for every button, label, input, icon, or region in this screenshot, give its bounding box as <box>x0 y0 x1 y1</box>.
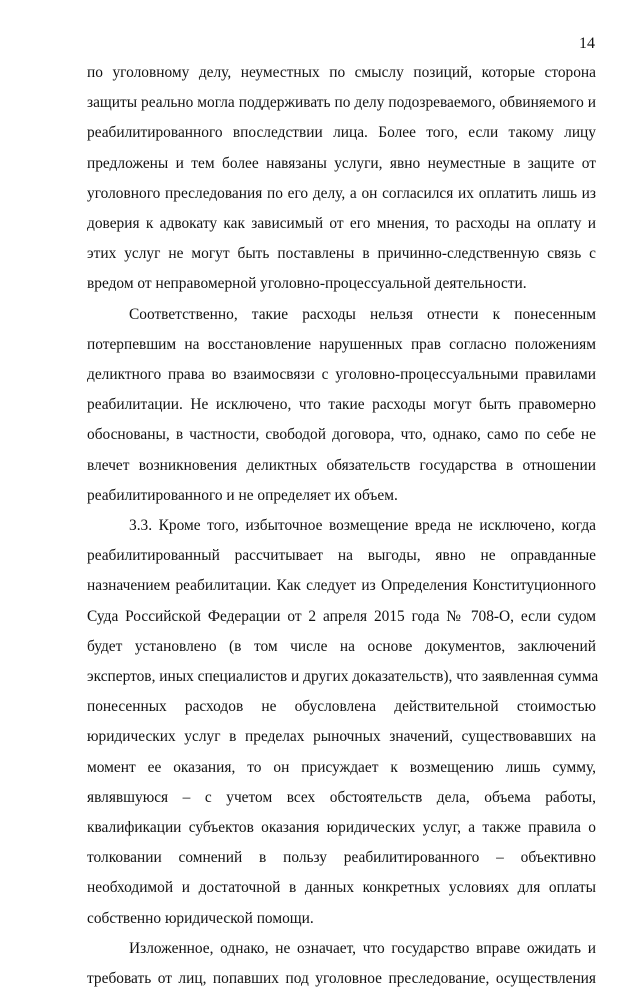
text-line: назначением реабилитации. Как следует из Определения Конституционного <box>87 577 596 595</box>
paragraph <box>87 934 596 994</box>
text-line: влечет возникновения деликтных обязательств государства в отношении <box>87 456 596 474</box>
text-line: понесенных расходов не обусловлена действительной стоимостью <box>87 698 596 716</box>
text-line: момент ее оказания, то он присуждает к возмещению лишь сумму, <box>87 758 596 776</box>
text-line: предложены и тем более навязаны услуги, явно неуместные в защите от <box>87 154 596 172</box>
text-line: будет установлено (в том числе на основе документов, заключений <box>87 637 596 655</box>
text-line: этих услуг не могут быть поставлены в причинно-следственную связь с <box>87 245 596 263</box>
text-line: толковании сомнений в пользу реабилитированного – объективно <box>87 849 596 867</box>
text-line: потерпевшим на восстановление нарушенных прав согласно положениям <box>87 335 596 353</box>
text-line: доверия к адвокату как зависимый от его мнения, то расходы на оплату и <box>87 215 596 233</box>
text-line: реабилитированного и не определяет их объем. <box>87 486 398 504</box>
text-line: 3.3. Кроме того, избыточное возмещение вреда не исключено, когда <box>129 517 596 535</box>
text-line: Изложенное, однако, не означает, что государство вправе ожидать и <box>129 939 596 957</box>
text-line: Соответственно, такие расходы нельзя отнести к понесенным <box>129 305 596 323</box>
text-line: Суда Российской Федерации от 2 апреля 2015 года № 708-О, если судом <box>87 607 596 625</box>
text-line: по уголовному делу, неуместных по смыслу позиций, которые сторона <box>87 64 596 81</box>
text-line: экспертов, иных специалистов и других доказательств), что заявленная сумма <box>87 668 599 686</box>
text-line: деликтного права во взаимосвязи с уголовно-процессуальными правилами <box>87 366 596 384</box>
paragraph <box>87 511 599 934</box>
text-line: собственно юридической помощи. <box>87 909 314 927</box>
text-line: реабилитации. Не исключено, что такие расходы могут быть правомерно <box>87 396 596 414</box>
page-number: 14 <box>579 35 595 52</box>
text-line: защиты реально могла поддерживать по делу подозреваемого, обвиняемого и <box>87 94 596 112</box>
text-line: юридических услуг в пределах рыночных значений, существовавших на <box>87 728 596 746</box>
document-body <box>87 58 599 994</box>
paragraph <box>87 58 596 300</box>
text-line: реабилитированный рассчитывает на выгоды, явно не оправданные <box>87 547 596 565</box>
text-line: вредом от неправомерной уголовно-процессуальной деятельности. <box>87 275 527 293</box>
text-line: являвшуюся – с учетом всех обстоятельств дела, объема работы, <box>87 788 596 806</box>
text-line: уголовного преследования по его делу, а он согласился их оплатить лишь из <box>87 184 596 202</box>
text-line: квалификации субъектов оказания юридических услуг, а также правила о <box>87 819 596 837</box>
text-line: обоснованы, в частности, свободой договора, что, однако, само по себе не <box>87 426 596 444</box>
text-line: необходимой и достаточной в данных конкретных условиях для оплаты <box>87 879 596 897</box>
text-line: реабилитированного впоследствии лица. Более того, если такому лицу <box>87 124 596 142</box>
paragraph <box>87 300 596 511</box>
text-line: требовать от лиц, попавших под уголовное преследование, осуществления <box>87 970 596 988</box>
